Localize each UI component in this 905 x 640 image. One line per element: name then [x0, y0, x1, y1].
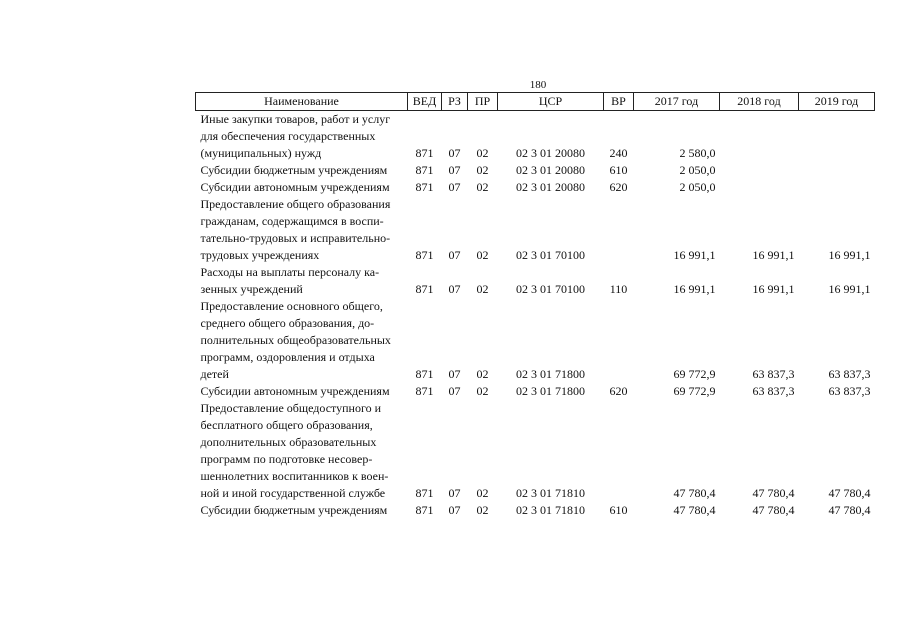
cell-name [196, 111, 408, 163]
cell-vr: 620 [609, 180, 628, 194]
cell-2019 [799, 179, 875, 196]
cell-name [196, 162, 408, 179]
budget-table [195, 92, 875, 519]
col-header-2018: 2018 год [720, 93, 799, 111]
cell-vr [604, 298, 634, 383]
cell-name [196, 196, 408, 264]
cell-vr [604, 400, 634, 502]
name-line: гражданам, содержащимся в воспи- [200, 214, 384, 228]
cell-2019: 47 780,4 [828, 486, 871, 500]
cell-csr: 02 3 01 71800 [516, 384, 585, 398]
cell-csr: 02 3 01 71800 [516, 367, 585, 381]
cell-vr: 110 [609, 282, 628, 296]
name-line: Иные закупки товаров, работ и услуг [200, 112, 391, 126]
table-row [196, 502, 875, 519]
col-header-csr: ЦСР [498, 93, 604, 111]
cell-pr: 02 [476, 282, 489, 296]
cell-csr: 02 3 01 20080 [516, 163, 585, 177]
name-line: Субсидии бюджетным учреждениям [200, 163, 388, 177]
table-row [196, 196, 875, 264]
table-header-row [196, 93, 875, 111]
cell-2019 [799, 162, 875, 179]
col-header-name: Наименование [196, 93, 408, 111]
cell-2017: 69 772,9 [673, 367, 716, 381]
table-row [196, 383, 875, 400]
cell-csr: 02 3 01 71810 [516, 503, 585, 517]
cell-rz: 07 [448, 486, 461, 500]
cell-pr: 02 [476, 163, 489, 177]
col-header-rz: РЗ [442, 93, 468, 111]
cell-2017: 2 050,0 [679, 163, 716, 177]
cell-ved: 871 [415, 282, 434, 296]
cell-rz: 07 [448, 146, 461, 160]
col-header-vr: ВР [604, 93, 634, 111]
cell-vr: 620 [609, 384, 628, 398]
cell-name [196, 298, 408, 383]
name-line: Субсидии автономным учреждениям [200, 180, 390, 194]
cell-2017: 2 580,0 [679, 146, 716, 160]
cell-ved: 871 [415, 367, 434, 381]
col-header-ved: ВЕД [408, 93, 442, 111]
cell-ved: 871 [415, 163, 434, 177]
cell-2017: 47 780,4 [673, 503, 716, 517]
cell-pr: 02 [476, 367, 489, 381]
cell-ved: 871 [415, 384, 434, 398]
cell-2019: 63 837,3 [828, 384, 871, 398]
col-header-pr: ПР [468, 93, 498, 111]
cell-rz: 07 [448, 248, 461, 262]
cell-rz: 07 [448, 180, 461, 194]
cell-2019: 63 837,3 [828, 367, 871, 381]
name-line: бесплатного общего образования, [200, 418, 373, 432]
cell-2018 [720, 162, 799, 179]
name-line: Предоставление общего образования [200, 197, 391, 211]
cell-2018: 63 837,3 [752, 384, 795, 398]
cell-ved: 871 [415, 146, 434, 160]
cell-rz: 07 [448, 503, 461, 517]
table-row [196, 179, 875, 196]
cell-2019: 47 780,4 [828, 503, 871, 517]
cell-ved: 871 [415, 248, 434, 262]
name-line: программ по подготовке несовер- [200, 452, 373, 466]
cell-csr: 02 3 01 70100 [516, 248, 585, 262]
cell-2017: 69 772,9 [673, 384, 716, 398]
cell-2019 [799, 111, 875, 163]
table-row [196, 111, 875, 163]
cell-pr: 02 [476, 384, 489, 398]
cell-2018: 16 991,1 [752, 282, 795, 296]
page-number: 180 [529, 79, 547, 91]
cell-ved: 871 [415, 486, 434, 500]
cell-name [196, 502, 408, 519]
name-line: зенных учреждений [200, 282, 303, 296]
cell-2017: 2 050,0 [679, 180, 716, 194]
col-header-2019: 2019 год [799, 93, 875, 111]
cell-csr: 02 3 01 70100 [516, 282, 585, 296]
cell-2018: 47 780,4 [752, 486, 795, 500]
cell-pr: 02 [476, 248, 489, 262]
cell-pr: 02 [476, 503, 489, 517]
cell-ved: 871 [415, 503, 434, 517]
name-line: детей [200, 367, 229, 381]
cell-pr: 02 [476, 486, 489, 500]
cell-name [196, 179, 408, 196]
name-line: тательно-трудовых и исправительно- [200, 231, 391, 245]
cell-rz: 07 [448, 367, 461, 381]
cell-vr: 240 [609, 146, 628, 160]
cell-2018 [720, 179, 799, 196]
cell-name [196, 383, 408, 400]
col-header-2017: 2017 год [634, 93, 720, 111]
name-line: Предоставление общедоступного и [200, 401, 381, 415]
cell-rz: 07 [448, 163, 461, 177]
cell-vr: 610 [609, 503, 628, 517]
name-line: (муниципальных) нужд [200, 146, 322, 160]
cell-csr: 02 3 01 71810 [516, 486, 585, 500]
table-body [196, 111, 875, 520]
cell-2018: 63 837,3 [752, 367, 795, 381]
cell-ved: 871 [415, 180, 434, 194]
cell-2019: 16 991,1 [828, 248, 871, 262]
cell-2017: 16 991,1 [673, 282, 716, 296]
cell-vr: 610 [609, 163, 628, 177]
cell-2018: 47 780,4 [752, 503, 795, 517]
table-row [196, 264, 875, 298]
cell-csr: 02 3 01 20080 [516, 146, 585, 160]
name-line: шеннолетних воспитанников к воен- [200, 469, 389, 483]
cell-rz: 07 [448, 384, 461, 398]
cell-csr: 02 3 01 20080 [516, 180, 585, 194]
name-line: Субсидии бюджетным учреждениям [200, 503, 388, 517]
table-row [196, 400, 875, 502]
cell-2019: 16 991,1 [828, 282, 871, 296]
name-line: Предоставление основного общего, [200, 299, 383, 313]
name-line: дополнительных образовательных [200, 435, 377, 449]
name-line: ной и иной государственной службе [200, 486, 386, 500]
table-row [196, 298, 875, 383]
cell-pr: 02 [476, 146, 489, 160]
name-line: полнительных общеобразовательных [200, 333, 391, 347]
cell-2018 [720, 111, 799, 163]
cell-pr: 02 [476, 180, 489, 194]
name-line: программ, оздоровления и отдыха [200, 350, 375, 364]
cell-name [196, 400, 408, 502]
cell-name [196, 264, 408, 298]
table-row [196, 162, 875, 179]
name-line: Расходы на выплаты персоналу ка- [200, 265, 380, 279]
name-line: Субсидии автономным учреждениям [200, 384, 390, 398]
name-line: для обеспечения государственных [200, 129, 376, 143]
cell-2017: 47 780,4 [673, 486, 716, 500]
cell-vr [604, 196, 634, 264]
cell-2018: 16 991,1 [752, 248, 795, 262]
name-line: среднего общего образования, до- [200, 316, 375, 330]
name-line: трудовых учреждениях [200, 248, 320, 262]
cell-2017: 16 991,1 [673, 248, 716, 262]
cell-rz: 07 [448, 282, 461, 296]
